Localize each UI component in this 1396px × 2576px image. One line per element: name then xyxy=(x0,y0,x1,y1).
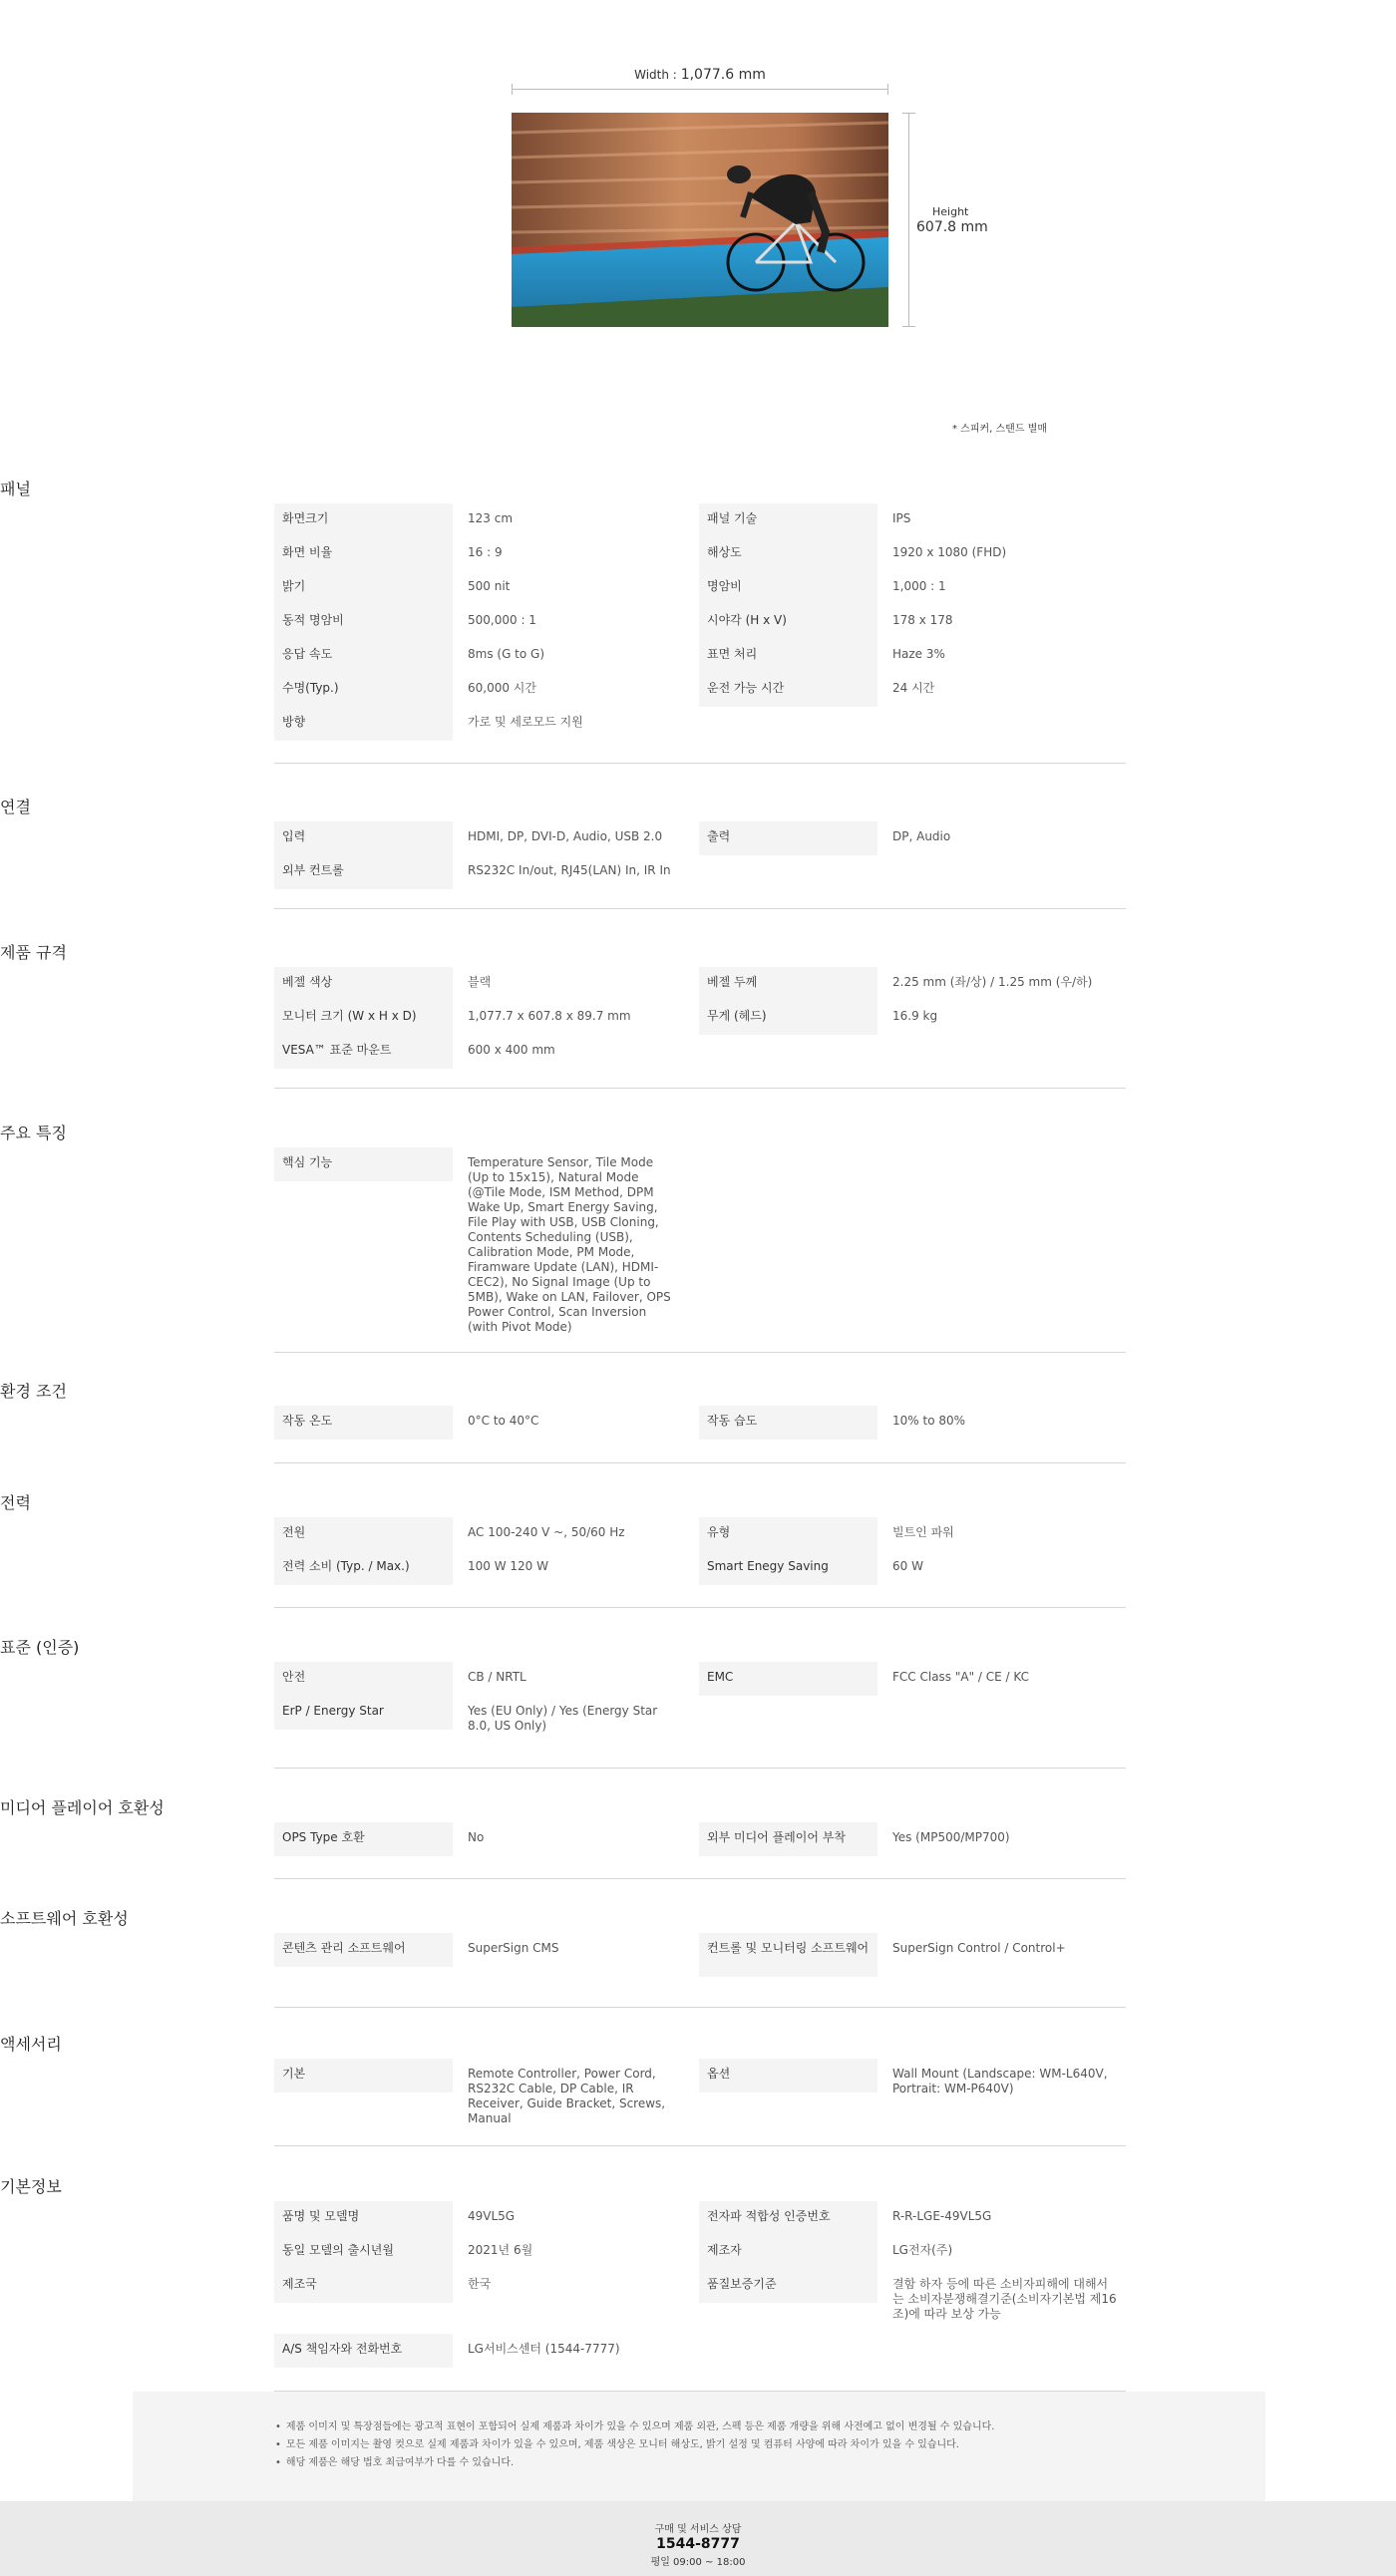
spec-label: 패널 기술 xyxy=(699,503,877,537)
spec-row xyxy=(274,1822,1126,1856)
section-title: 제품 규격 xyxy=(0,943,67,962)
footnote-item: • 제품 이미지 및 특장점들에는 광고적 표현이 포함되어 실제 제품과 차이가 있을 수 있으며 제품 외관, 스펙 등은 제품 개량을 위해 사전예고 없이 변경될 수 있습니다. xyxy=(275,2418,1265,2436)
spec-row xyxy=(274,1406,1126,1440)
spec-value: Temperature Sensor, Tile Mode (Up to 15x15), Natural Mode (@Tile Mode, ISM Method, DPM Wake Up, Smart Energy Saving, File Play with USB, USB Cloning, Contents Scheduling (USB), Calibration Mode, PM Mode, Firamware Update (LAN), HDMI-CEC2), No Signal Image (Up to 5MB), Wake on LAN, Failover, OPS Power Control, Scan Inversion (with Pivot Mode) xyxy=(468,1155,671,1334)
section-title: 패널 xyxy=(0,480,31,498)
spec-row xyxy=(274,2269,1126,2334)
spec-label: OPS Type 호환 xyxy=(274,1822,453,1856)
spec-value: 한국 xyxy=(468,2277,492,2291)
section-divider xyxy=(274,1462,1126,1463)
spec-row xyxy=(274,503,1126,537)
spec-row xyxy=(274,571,1126,605)
spec-label: 안전 xyxy=(274,1662,453,1696)
footnote-item: • 해당 제품은 해당 법호 최급여부가 다를 수 있습니다. xyxy=(275,2454,1265,2472)
spec-value: SuperSign Control / Control+ xyxy=(892,1941,1066,1955)
spec-value: 24 시간 xyxy=(892,681,935,695)
section-divider xyxy=(274,908,1126,909)
spec-value: 가로 및 세로모드 지원 xyxy=(468,715,583,729)
spec-value: 16 : 9 xyxy=(468,545,503,559)
spec-value: IPS xyxy=(892,511,911,525)
height-tick-bottom xyxy=(902,326,915,327)
section-title: 미디어 플레이어 호환성 xyxy=(0,1798,165,1817)
spec-value: 178 x 178 xyxy=(892,613,953,627)
spec-row xyxy=(274,2201,1126,2235)
spec-label: A/S 책임자와 전화번호 xyxy=(274,2334,453,2368)
spec-value: FCC Class "A" / CE / KC xyxy=(892,1670,1030,1684)
width-label: Width : 1,077.6 mm xyxy=(634,67,766,83)
spec-value: 60 W xyxy=(892,1559,923,1573)
section-divider xyxy=(274,1607,1126,1608)
spec-label: 표면 처리 xyxy=(699,639,877,673)
spec-label: 유형 xyxy=(699,1517,877,1551)
section-title: 표준 (인증) xyxy=(0,1638,80,1657)
spec-value: 0°C to 40°C xyxy=(468,1414,539,1428)
spec-value: 1,000 : 1 xyxy=(892,579,946,593)
spec-value: 2021년 6월 xyxy=(468,2243,533,2257)
spec-label: 작동 습도 xyxy=(699,1406,877,1440)
spec-label: 무게 (헤드) xyxy=(699,1001,877,1035)
spec-value: 500,000 : 1 xyxy=(468,613,536,627)
spec-value: 500 nit xyxy=(468,579,511,593)
section-divider xyxy=(274,763,1126,764)
spec-label: EMC xyxy=(699,1662,877,1696)
spec-row xyxy=(274,1933,1126,1977)
spec-row xyxy=(274,1696,1126,1747)
spec-value: 빌트인 파워 xyxy=(892,1525,954,1539)
section-title: 기본정보 xyxy=(0,2177,62,2196)
width-dimension xyxy=(512,67,888,97)
spec-value: 49VL5G xyxy=(468,2209,516,2223)
spec-value: Yes (MP500/MP700) xyxy=(892,1830,1010,1844)
spec-value: 16.9 kg xyxy=(892,1009,938,1023)
speaker-stand-note: * 스피커, 스탠드 별매 xyxy=(952,424,1047,435)
width-dimension-line xyxy=(512,89,888,90)
spec-value: 60,000 시간 xyxy=(468,681,536,695)
spec-value: R-R-LGE-49VL5G xyxy=(892,2209,992,2223)
spec-value: Wall Mount (Landscape: WM-L640V, Portrait: WM-P640V) xyxy=(892,2067,1108,2095)
spec-row xyxy=(274,1551,1126,1585)
footnotes-box xyxy=(133,2392,1265,2501)
product-image xyxy=(512,113,888,327)
spec-label: 수명(Typ.) xyxy=(274,673,453,707)
spec-row xyxy=(274,2235,1126,2269)
section-divider xyxy=(274,1088,1126,1089)
spec-row xyxy=(274,2059,1126,2128)
section-divider xyxy=(274,1878,1126,1879)
spec-row xyxy=(274,821,1126,855)
section-title: 소프트웨어 호환성 xyxy=(0,1909,129,1928)
spec-value: DP, Audio xyxy=(892,829,951,843)
spec-row xyxy=(274,967,1126,1001)
spec-label: VESA™ 표준 마운트 xyxy=(274,1035,453,1069)
cs-phone[interactable]: 1544-8777 xyxy=(656,2536,740,2552)
spec-row xyxy=(274,1035,1126,1069)
spec-value: 결함 하자 등에 따른 소비자피해에 대해서는 소비자분쟁해결기준(소비자기본법 제16조)에 따라 보상 가능 xyxy=(892,2277,1117,2321)
spec-value: Remote Controller, Power Cord, RS232C Cable, DP Cable, IR Receiver, Guide Bracket, Screws, Manual xyxy=(468,2067,666,2125)
spec-label: 베젤 두께 xyxy=(699,967,877,1001)
footnote-item: • 모든 제품 이미지는 촬영 컷으로 실제 제품과 차이가 있을 수 있으며, 제품 색상은 모니터 해상도, 밝기 설정 및 컴퓨터 사양에 따라 차이가 있을 수 있습니다. xyxy=(275,2436,1265,2454)
height-label: Height xyxy=(932,205,969,218)
spec-value: 8ms (G to G) xyxy=(468,647,545,661)
spec-value: 600 x 400 mm xyxy=(468,1043,555,1057)
spec-label: 방향 xyxy=(274,707,453,741)
section-title: 액세서리 xyxy=(0,2035,62,2054)
spec-label: 밝기 xyxy=(274,571,453,605)
spec-label: 제조자 xyxy=(699,2235,877,2269)
section-title: 환경 조건 xyxy=(0,1382,67,1401)
spec-label: 외부 미디어 플레이어 부착 xyxy=(699,1822,877,1856)
spec-row xyxy=(274,1001,1126,1035)
spec-value: 1,077.7 x 607.8 x 89.7 mm xyxy=(468,1009,631,1023)
width-tick-right xyxy=(887,84,888,95)
spec-value: CB / NRTL xyxy=(468,1670,526,1684)
spec-row xyxy=(274,1662,1126,1696)
spec-label: 품명 및 모델명 xyxy=(274,2201,453,2235)
section-title: 연결 xyxy=(0,798,31,816)
spec-label: 전력 소비 (Typ. / Max.) xyxy=(274,1551,453,1585)
spec-row xyxy=(274,1517,1126,1551)
section-divider xyxy=(274,1352,1126,1353)
spec-label: 화면 비율 xyxy=(274,537,453,571)
height-value: 607.8 mm xyxy=(916,219,988,235)
spec-value: AC 100-240 V ~, 50/60 Hz xyxy=(468,1525,625,1539)
spec-label: 핵심 기능 xyxy=(274,1147,453,1181)
spec-row xyxy=(274,2334,1126,2368)
spec-value: 123 cm xyxy=(468,511,514,525)
spec-label: 제조국 xyxy=(274,2269,453,2303)
spec-label: 입력 xyxy=(274,821,453,855)
spec-label: 동일 모델의 출시년월 xyxy=(274,2235,453,2269)
spec-row xyxy=(274,605,1126,639)
section-divider xyxy=(274,2007,1126,2008)
cs-hours: 평일 09:00 ~ 18:00 xyxy=(650,2557,746,2568)
spec-label: 옵션 xyxy=(699,2059,877,2093)
spec-label: 작동 온도 xyxy=(274,1406,453,1440)
spec-label: 전자파 적합성 인증번호 xyxy=(699,2201,877,2235)
spec-value: HDMI, DP, DVI-D, Audio, USB 2.0 xyxy=(468,829,663,843)
customer-service-bar xyxy=(0,2501,1396,2576)
spec-label: 해상도 xyxy=(699,537,877,571)
spec-label: 운전 가능 시간 xyxy=(699,673,877,707)
spec-value: Yes (EU Only) / Yes (Energy Star 8.0, US Only) xyxy=(468,1704,658,1733)
spec-value: SuperSign CMS xyxy=(468,1941,559,1955)
spec-label: 응답 속도 xyxy=(274,639,453,673)
section-title: 전력 xyxy=(0,1493,31,1512)
section-divider xyxy=(274,1768,1126,1769)
spec-value: No xyxy=(468,1830,485,1844)
width-tick-left xyxy=(512,84,513,95)
height-tick-top xyxy=(902,113,915,114)
spec-value: 10% to 80% xyxy=(892,1414,966,1428)
height-dimension xyxy=(902,113,1022,327)
spec-row xyxy=(274,707,1126,741)
spec-label: 동적 명암비 xyxy=(274,605,453,639)
cs-label: 구매 및 서비스 상담 xyxy=(654,2524,742,2535)
spec-label: 화면크기 xyxy=(274,503,453,537)
spec-row xyxy=(274,855,1126,889)
spec-label: 컨트롤 및 모니터링 소프트웨어 xyxy=(699,1933,877,1977)
spec-label: 모니터 크기 (W x H x D) xyxy=(274,1001,453,1035)
spec-value: 블랙 xyxy=(468,975,492,989)
spec-value: 2.25 mm (좌/상) / 1.25 mm (우/하) xyxy=(892,975,1093,989)
spec-label: 외부 컨트롤 xyxy=(274,855,453,889)
spec-label: 명암비 xyxy=(699,571,877,605)
spec-value: 1920 x 1080 (FHD) xyxy=(892,545,1007,559)
spec-value: LG서비스센터 (1544-7777) xyxy=(468,2342,620,2356)
spec-row xyxy=(274,1147,1126,1334)
spec-label: 전원 xyxy=(274,1517,453,1551)
spec-label: 베젤 색상 xyxy=(274,967,453,1001)
spec-label: ErP / Energy Star xyxy=(274,1696,453,1730)
spec-value: Haze 3% xyxy=(892,647,945,661)
spec-value: LG전자(주) xyxy=(892,2243,953,2257)
spec-label: 시야각 (H x V) xyxy=(699,605,877,639)
spec-label: 출력 xyxy=(699,821,877,855)
spec-row xyxy=(274,673,1126,707)
spec-label: 품질보증기준 xyxy=(699,2269,877,2303)
spec-label: 콘텐츠 관리 소프트웨어 xyxy=(274,1933,453,1967)
spec-value: RS232C In/out, RJ45(LAN) In, IR In xyxy=(468,863,671,877)
spec-row xyxy=(274,639,1126,673)
spec-value: 100 W 120 W xyxy=(468,1559,548,1573)
height-dimension-line xyxy=(908,113,909,327)
spec-label: 기본 xyxy=(274,2059,453,2093)
spec-row xyxy=(274,537,1126,571)
spec-label: Smart Enegy Saving xyxy=(699,1551,877,1585)
section-divider xyxy=(274,2145,1126,2146)
section-title: 주요 특징 xyxy=(0,1124,67,1142)
